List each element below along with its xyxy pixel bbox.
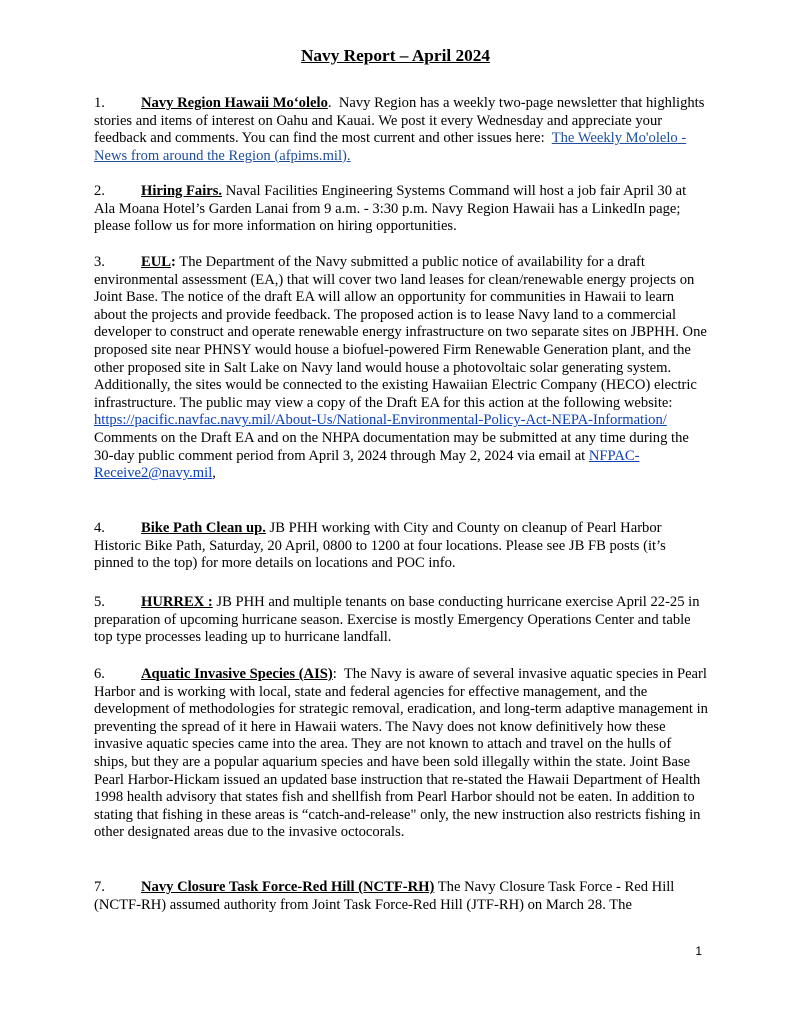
item-tail: , xyxy=(212,465,216,482)
item-heading-punct: : xyxy=(332,666,337,682)
item-aquatic-invasive-species xyxy=(94,666,708,842)
item-body: Navy Region has a weekly two-page newsletter that highlights stories and items of interest on Oahu and Kauai. We post it every Wednesday and appreciate your feedback and comments. You can find the most current and other issues here: xyxy=(94,95,705,147)
item-heading: EUL xyxy=(141,254,172,270)
item-body: The Navy Closure Task Force - Red Hill (NCTF-RH) assumed authority from Joint Task Force-Red Hill (JTF-RH) on March 28. The xyxy=(94,879,675,913)
item-eul xyxy=(94,254,708,483)
item-body: The Navy is aware of several invasive aquatic species in Pearl Harbor and is working with local, state and federal agencies for effective management, and the development of methodologies for strategic removal, eradication, and long-term adaptive management in preventing the spread of it here in Hawaii waters. The Navy does not know definitively how these invasive aquatic species came into the area. They are not known to attach and travel on the hulls of ships, but they are a popular aquarium species and have been sold illegally within the state. Joint Base Pearl Harbor-Hickam issued an updated base instruction that re-stated the Hawaii Department of Health 1998 health advisory that states fish and shellfish from Pearl Harbor should not be eaten. In addition to stating that fishing in these areas is “catch-and-release" only, the new instruction also restricts fishing in other designated areas due to the invasive octocorals. xyxy=(94,666,708,841)
item-navy-closure-task-force xyxy=(94,879,708,914)
item-bike-path-cleanup xyxy=(94,520,708,573)
item-number: 2. xyxy=(94,183,105,199)
nfpac-email-link[interactable]: NFPAC-Receive2@navy.mil xyxy=(94,447,640,482)
item-heading: Hiring Fairs. xyxy=(141,183,223,199)
item-heading: Navy Closure Task Force-Red Hill (NCTF-RH) xyxy=(141,879,435,895)
item-number: 7. xyxy=(94,879,105,895)
item-number: 3. xyxy=(94,254,105,270)
item-hurrex xyxy=(94,594,708,647)
item-heading-punct: : xyxy=(171,254,176,270)
moolelo-link[interactable]: The Weekly Mo'olelo - News from around the Region (afpims.mil). xyxy=(94,130,687,164)
item-heading: Navy Region Hawaii Mo‘olelo xyxy=(141,95,328,111)
item-body-continued: Comments on the Draft EA and on the NHPA documentation may be submitted at any time during the 30-day public comment period from April 3, 2024 through May 2, 2024 via email at xyxy=(94,429,689,464)
item-number: 1. xyxy=(94,95,105,111)
item-heading: Bike Path Clean up. xyxy=(141,520,266,536)
nepa-info-link[interactable]: https://pacific.navfac.navy.mil/About-Us/National-Environmental-Policy-Act-NEPA-Information/ xyxy=(94,412,667,429)
item-body: The Department of the Navy submitted a public notice of availability for a draft environmental assessment (EA,) that will cover two land leases for clean/renewable energy projects on Joint Base. The notice of the draft EA will allow an opportunity for communities in Hawaii to learn about the projects and provide feedback. The proposed action is to lease Navy land to a commercial developer to construct and operate renewable energy infrastructure on two separate sites on JBPHH. One proposed site near PHNSY would house a biofuel-powered Firm Renewable Generation plant, and the other proposed site in Salt Lake on Navy land would house a photovoltaic solar generating system. Additionally, the sites would be connected to the existing Hawaiian Electric Company (HECO) electric infrastructure. The public may view a copy of the Draft EA for this action at the following website: xyxy=(94,254,707,411)
item-heading: Aquatic Invasive Species (AIS) xyxy=(141,666,333,682)
item-hiring-fairs xyxy=(94,183,708,236)
item-navy-region-moolelo xyxy=(94,95,708,165)
item-number: 5. xyxy=(94,594,105,610)
item-body: JB PHH and multiple tenants on base conducting hurricane exercise April 22-25 in preparation of upcoming hurricane season. Exercise is mostly Emergency Operations Center and table top type processes leading up to hurricane landfall. xyxy=(94,594,700,646)
item-number: 6. xyxy=(94,666,105,682)
item-heading-punct: . xyxy=(327,95,332,111)
item-body: JB PHH working with City and County on cleanup of Pearl Harbor Historic Bike Path, Saturday, 20 April, 0800 to 1200 at four locations. Please see JB FB posts (it’s pinned to the top) for more details on locations and POC info. xyxy=(94,520,666,572)
item-number: 4. xyxy=(94,520,105,536)
page-number: 1 xyxy=(695,944,702,958)
report-title: Navy Report – April 2024 xyxy=(300,46,491,65)
item-body: Naval Facilities Engineering Systems Command will host a job fair April 30 at Ala Moana Hotel’s Garden Lanai from 9 a.m. - 3:30 p.m. Navy Region Hawaii has a LinkedIn page; please follow us for more information on hiring opportunities. xyxy=(94,183,687,235)
item-heading: HURREX : xyxy=(141,594,213,610)
